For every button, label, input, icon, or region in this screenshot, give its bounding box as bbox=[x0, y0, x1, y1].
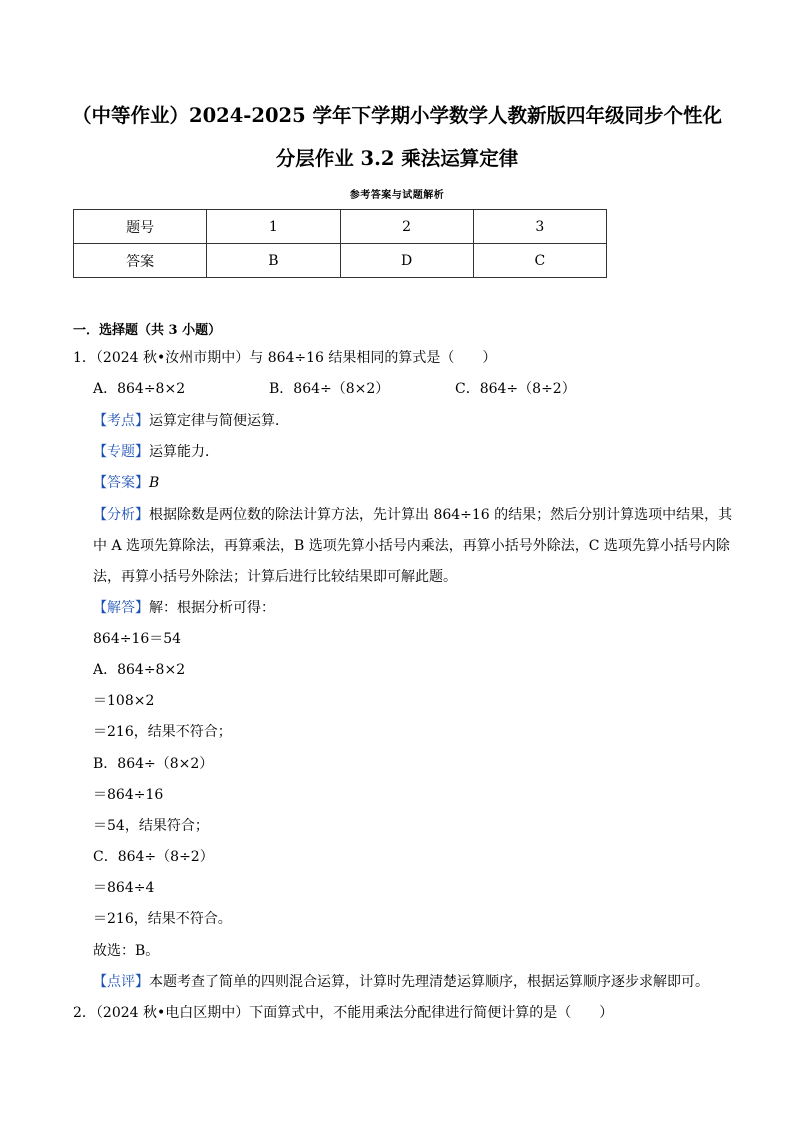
table-cell-number: 2 bbox=[340, 210, 473, 244]
table-row-numbers bbox=[74, 210, 607, 244]
table-header-label: 题号 bbox=[74, 210, 207, 244]
fenxi-line-3: 法，再算小括号外除法；计算后进行比较结果即可解此题。 bbox=[93, 569, 457, 585]
solution-step: 864÷16＝54 bbox=[93, 631, 182, 647]
kaodian-tag: 【考点】 bbox=[93, 413, 149, 429]
fenxi-line-2: 中 A 选项先算除法，再算乘法，B 选项先算小括号内乘法，再算小括号外除法，C 选项先算小括号内除 bbox=[93, 538, 730, 554]
answer-tag: 【答案】 bbox=[93, 475, 149, 491]
question-1-options bbox=[93, 379, 576, 399]
zhuanti-text: 运算能力． bbox=[149, 444, 219, 460]
kaodian-text: 运算定律与简便运算． bbox=[149, 413, 289, 429]
section-heading: 一．选择题（共 3 小题） bbox=[73, 323, 222, 338]
solution-step: ＝216，结果不符合。 bbox=[93, 911, 232, 927]
option-b: B．864÷（8×2） bbox=[269, 381, 390, 397]
option-a: A．864÷8×2 bbox=[93, 381, 186, 397]
solution-step: ＝864÷4 bbox=[93, 880, 155, 896]
zhuanti-line bbox=[93, 442, 219, 462]
fenxi-tag: 【分析】 bbox=[93, 507, 149, 523]
answer-line bbox=[93, 473, 159, 493]
solution-step: C．864÷（8÷2） bbox=[93, 849, 214, 865]
solution-step: ＝108×2 bbox=[93, 693, 155, 709]
page-title-line-2: 分层作业 3.2 乘法运算定律 bbox=[275, 147, 519, 170]
dianping-text: 本题考查了简单的四则混合运算，计算时先理清楚运算顺序，根据运算顺序逐步求解即可。 bbox=[149, 974, 709, 990]
zhuanti-tag: 【专题】 bbox=[93, 444, 149, 460]
table-cell-answer: B bbox=[207, 244, 340, 278]
jieda-tag: 【解答】 bbox=[93, 600, 149, 616]
answer-text: B bbox=[149, 475, 160, 491]
option-c: C．864÷（8÷2） bbox=[455, 381, 576, 397]
solution-conclusion: 故选：B。 bbox=[93, 943, 160, 959]
fenxi-text: 根据除数是两位数的除法计算方法，先计算出 864÷16 的结果；然后分别计算选项中结果，其 bbox=[149, 507, 733, 523]
table-cell-answer: C bbox=[473, 244, 606, 278]
solution-step: A．864÷8×2 bbox=[93, 662, 186, 678]
dianping-line bbox=[93, 972, 709, 992]
table-cell-answer: D bbox=[340, 244, 473, 278]
subtitle: 参考答案与试题解析 bbox=[349, 190, 445, 201]
solution-step: B．864÷（8×2） bbox=[93, 756, 214, 772]
answer-table bbox=[73, 209, 607, 278]
solution-step: ＝54，结果符合； bbox=[93, 818, 209, 834]
dianping-tag: 【点评】 bbox=[93, 974, 149, 990]
table-header-label: 答案 bbox=[74, 244, 207, 278]
table-cell-number: 3 bbox=[473, 210, 606, 244]
kaodian-line bbox=[93, 411, 289, 431]
question-1-stem: 1．（2024 秋•汝州市期中）与 864÷16 结果相同的算式是（ ） bbox=[73, 350, 497, 366]
solution-step: ＝216，结果不符合； bbox=[93, 724, 232, 740]
table-row-answers bbox=[74, 244, 607, 278]
jieda-intro: 解：根据分析可得： bbox=[149, 600, 275, 616]
fenxi-line-1 bbox=[93, 505, 732, 525]
page-title-line-1: （中等作业）2024-2025 学年下学期小学数学人教新版四年级同步个性化 bbox=[72, 104, 722, 127]
question-2-stem: 2．（2024 秋•电白区期中）下面算式中，不能用乘法分配律进行简便计算的是（ ） bbox=[73, 1005, 614, 1021]
solution-step: ＝864÷16 bbox=[93, 787, 164, 803]
jieda-line bbox=[93, 598, 275, 618]
table-cell-number: 1 bbox=[207, 210, 340, 244]
